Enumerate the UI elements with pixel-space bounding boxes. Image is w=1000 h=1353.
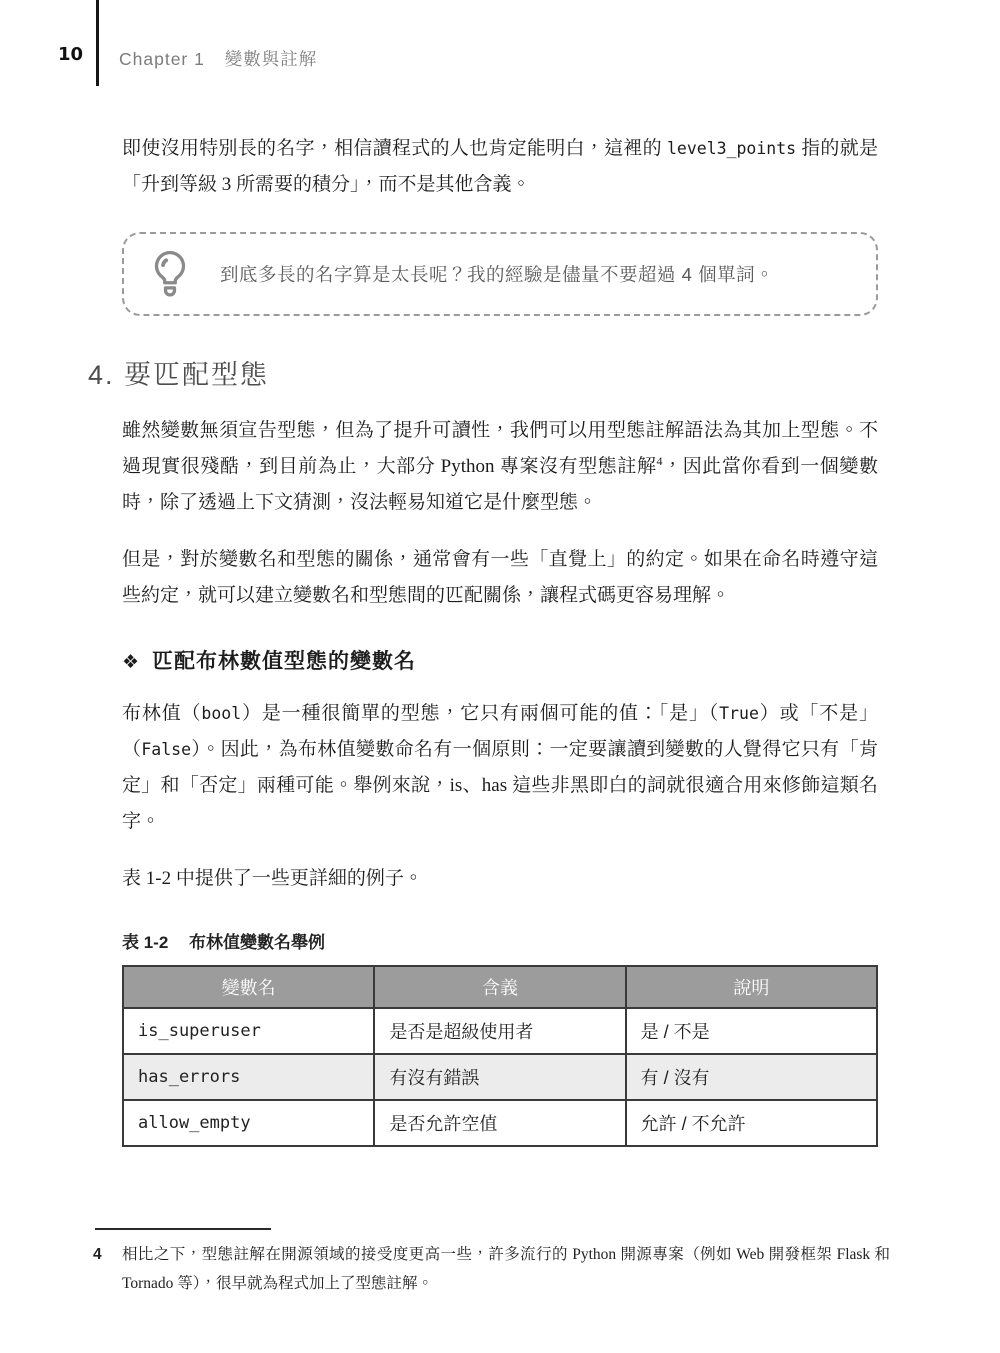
subsection-title-text: 匹配布林數值型態的變數名 xyxy=(152,650,417,673)
text-run: 布林值（ xyxy=(122,703,202,724)
paragraph-boolean xyxy=(122,696,878,840)
column-header-name: 變數名 xyxy=(123,966,374,1008)
table-row xyxy=(123,1008,877,1054)
column-header-meaning: 含義 xyxy=(374,966,625,1008)
text-run: 指的就是「升到等級 3 所需要的積分」，而不是其他含義。 xyxy=(122,138,878,195)
subsection-heading xyxy=(122,645,878,675)
table-caption-text: 布林值變數名舉例 xyxy=(189,933,326,952)
cell-meaning: 有沒有錯誤 xyxy=(374,1054,625,1100)
text-run: ）是一種很簡單的型態，它只有兩個可能的值：「是」（ xyxy=(241,703,720,724)
tip-box xyxy=(122,232,878,316)
cell-variable-name: is_superuser xyxy=(123,1008,374,1054)
text-run: 雖然變數無須宣告型態，但為了提升可讀性，我們可以用型態註解語法為其加上型態。不過現實很殘酷，到目前為止，大部分 Python 專案沒有型態註解 xyxy=(122,420,878,477)
footnote-divider xyxy=(95,1228,271,1230)
lightbulb-icon xyxy=(150,250,190,298)
page-number: 10 xyxy=(58,44,84,65)
section-heading: 4. 要匹配型態 xyxy=(88,360,270,390)
paragraph-table-intro: 表 1-2 中提供了一些更詳細的例子。 xyxy=(122,868,423,889)
footnote-reference: 4 xyxy=(656,454,663,468)
table-caption-label: 表 1-2 xyxy=(122,933,169,952)
content-column xyxy=(88,0,878,1147)
header-divider xyxy=(96,0,99,86)
footnote-number: 4 xyxy=(93,1246,102,1263)
table-row xyxy=(123,1054,877,1100)
chapter-label: Chapter 1 xyxy=(119,49,205,69)
boolean-variables-table xyxy=(122,965,878,1147)
cell-note: 是 / 不是 xyxy=(626,1008,877,1054)
inline-code: level3_points xyxy=(666,139,797,158)
paragraph-type-annotation xyxy=(122,413,878,521)
paragraph-conventions: 但是，對於變數名和型態的關係，通常會有一些「直覺上」的約定。如果在命名時遵守這些約定，就可以建立變數名和型態間的匹配關係，讓程式碼更容易理解。 xyxy=(122,549,878,606)
table-caption xyxy=(122,928,878,953)
cell-meaning: 是否是超級使用者 xyxy=(374,1008,625,1054)
column-header-note: 說明 xyxy=(626,966,877,1008)
footnote xyxy=(93,1240,890,1298)
cell-variable-name: has_errors xyxy=(123,1054,374,1100)
cell-variable-name: allow_empty xyxy=(123,1100,374,1146)
footnote-text: 相比之下，型態註解在開源領域的接受度更高一些，許多流行的 Python 開源專案（例如 Web 開發框架 Flask 和 Tornado 等），很早就為程式加上了型態註解。 xyxy=(122,1246,890,1292)
cell-note: 允許 / 不允許 xyxy=(626,1100,877,1146)
cell-meaning: 是否允許空值 xyxy=(374,1100,625,1146)
inline-code: True xyxy=(719,704,759,723)
text-run: ）。因此，為布林值變數命名有一個原則：一定要讓讀到變數的人覺得它只有「肯定」和「否定」兩種可能。舉例來說，is、has 這些非黑即白的詞就很適合用來修飾這類名字。 xyxy=(122,739,878,832)
inline-code: bool xyxy=(201,704,242,723)
text-run: ，因此當你看到一個變數時，除了透過上下文猜測，沒法輕易知道它是什麼型態。 xyxy=(122,456,878,513)
cell-note: 有 / 沒有 xyxy=(626,1054,877,1100)
diamond-bullet-icon: ❖ xyxy=(122,652,141,673)
paragraph-intro xyxy=(122,131,878,203)
table-header-row xyxy=(123,966,877,1008)
text-run: 即使沒用特別長的名字，相信讀程式的人也肯定能明白，這裡的 xyxy=(122,138,667,159)
tip-text: 到底多長的名字算是太長呢？我的經驗是儘量不要超過 4 個單詞。 xyxy=(220,264,775,285)
chapter-title: 變數與註解 xyxy=(224,49,318,69)
inline-code: False xyxy=(141,740,192,759)
text-run: ）或「不是」（ xyxy=(122,703,878,760)
table-row xyxy=(123,1100,877,1146)
